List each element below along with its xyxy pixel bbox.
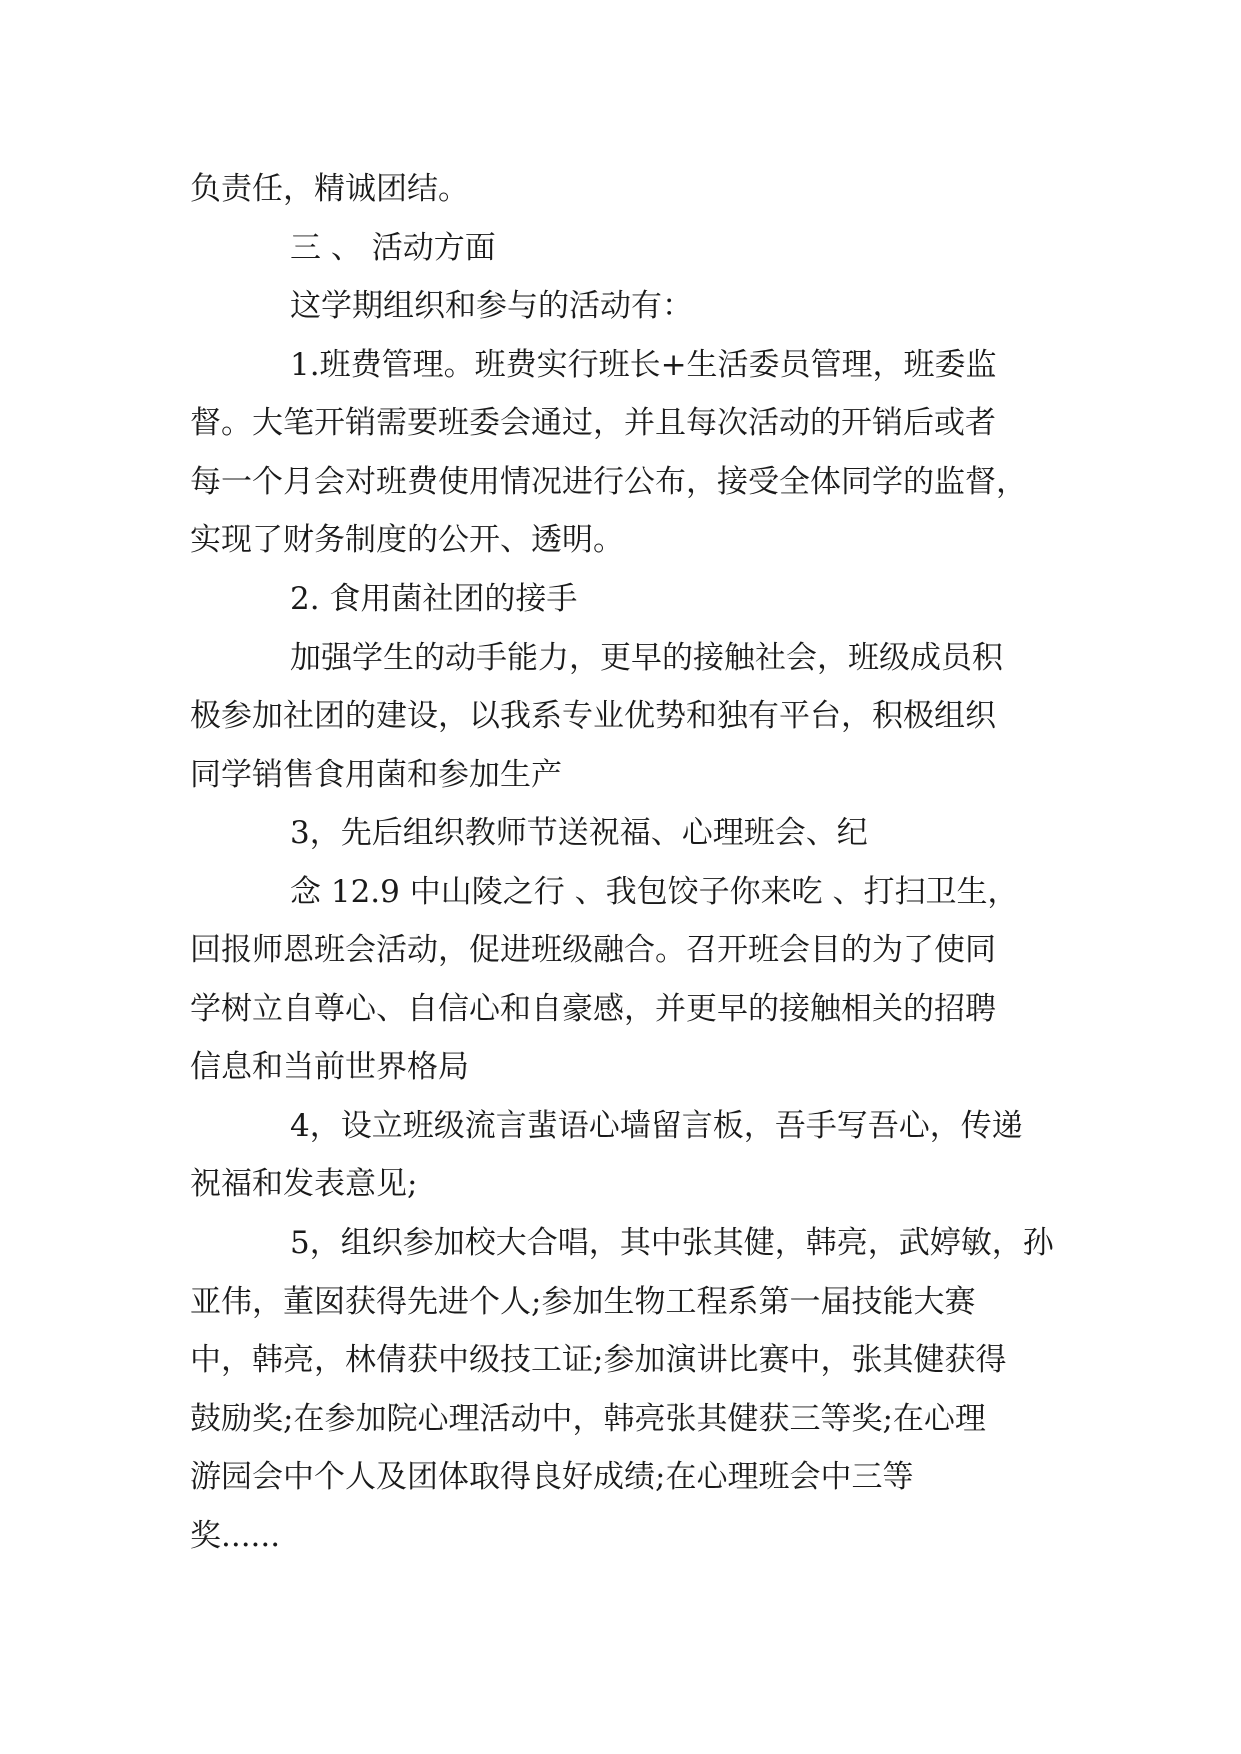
text-line: 负责任，精诚团结。 bbox=[190, 171, 469, 207]
text-line: 加强学生的动手能力，更早的接触社会，班级成员积 bbox=[290, 640, 1003, 676]
text-line: 这学期组织和参与的活动有： bbox=[290, 288, 693, 324]
text-line: 督。大笔开销需要班委会通过，并且每次活动的开销后或者 bbox=[190, 405, 996, 441]
text-line: 奖...... bbox=[190, 1518, 281, 1554]
text-line: 同学销售食用菌和参加生产 bbox=[190, 757, 562, 793]
list-item-3: 3，先后组织教师节送祝福、心理班会、纪 bbox=[290, 815, 868, 851]
text-line: 中，韩亮，林倩获中级技工证;参加演讲比赛中，张其健获得 bbox=[190, 1342, 1007, 1378]
list-item-2: 2. 食用菌社团的接手 bbox=[290, 581, 578, 617]
text-line: 学树立自尊心、自信心和自豪感，并更早的接触相关的招聘 bbox=[190, 991, 996, 1027]
text-line: 鼓励奖;在参加院心理活动中，韩亮张其健获三等奖;在心理 bbox=[190, 1401, 986, 1437]
list-item-1: 1.班费管理。班费实行班长+生活委员管理，班委监 bbox=[290, 347, 997, 383]
text-line: 信息和当前世界格局 bbox=[190, 1049, 469, 1085]
list-item-4: 4，设立班级流言蜚语心墙留言板，吾手写吾心，传递 bbox=[290, 1108, 1023, 1144]
text-line: 祝福和发表意见; bbox=[190, 1166, 418, 1202]
text-line: 每一个月会对班费使用情况进行公布，接受全体同学的监督， bbox=[190, 464, 1027, 500]
text-line: 实现了财务制度的公开、透明。 bbox=[190, 522, 624, 558]
section-heading: 三 、 活动方面 bbox=[290, 230, 496, 266]
text-line: 游园会中个人及团体取得良好成绩;在心理班会中三等 bbox=[190, 1459, 914, 1495]
list-item-5: 5，组织参加校大合唱，其中张其健，韩亮，武婷敏，孙 bbox=[290, 1225, 1054, 1261]
text-line: 极参加社团的建设，以我系专业优势和独有平台，积极组织 bbox=[190, 698, 996, 734]
text-line: 回报师恩班会活动，促进班级融合。召开班会目的为了使同 bbox=[190, 932, 996, 968]
text-line: 亚伟，董囡获得先进个人;参加生物工程系第一届技能大赛 bbox=[190, 1284, 976, 1320]
text-line: 念 12.9 中山陵之行 、我包饺子你来吃 、打扫卫生， bbox=[290, 874, 1019, 910]
